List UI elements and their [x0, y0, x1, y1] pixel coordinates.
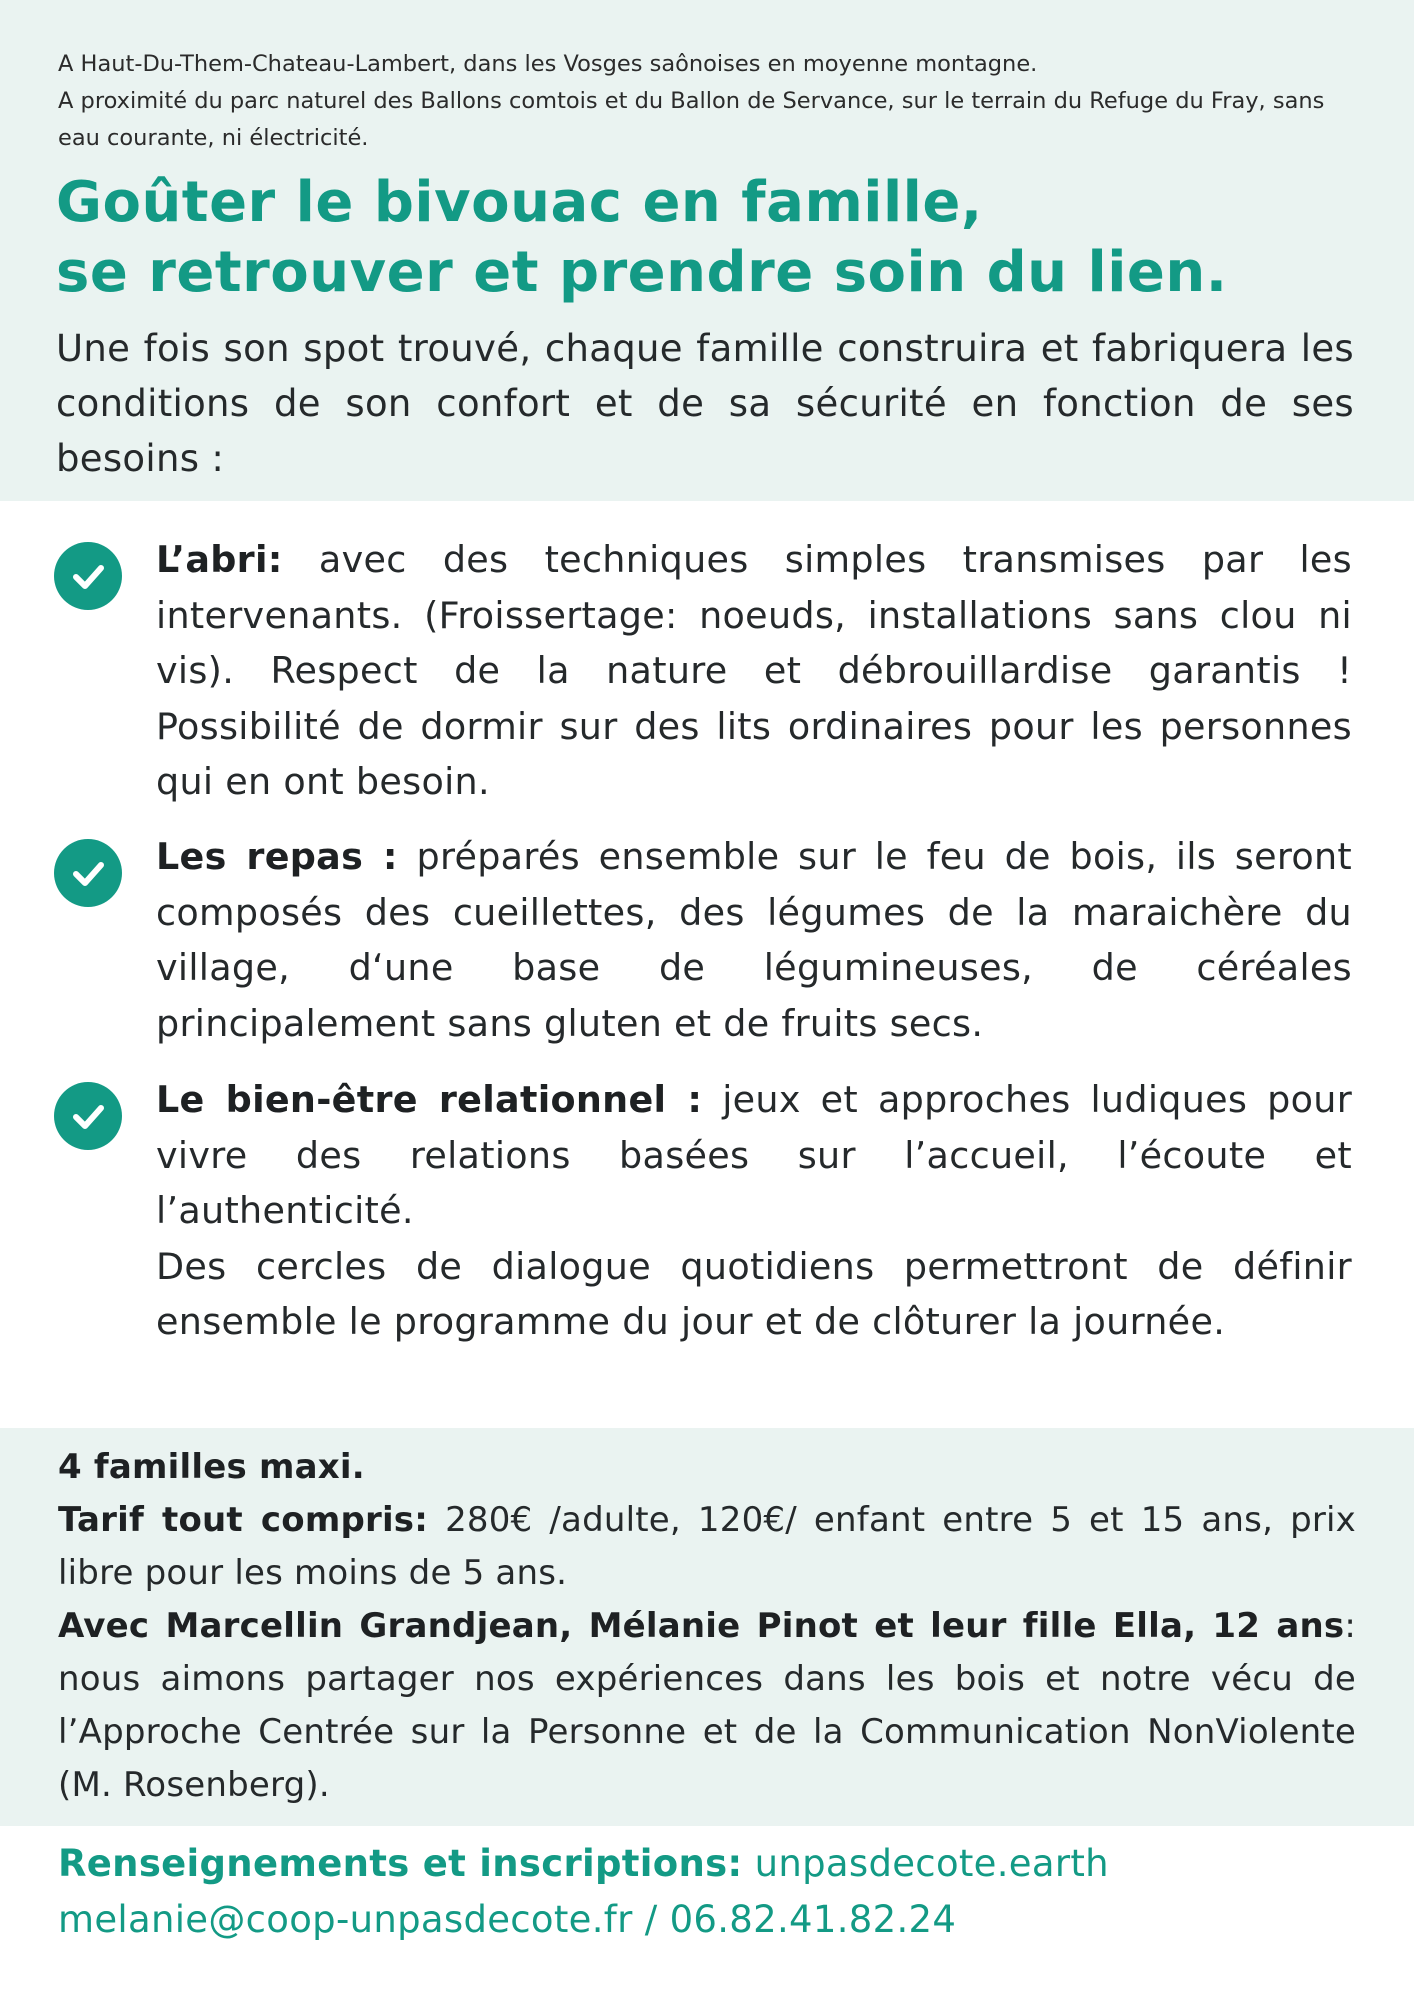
- practical-info: [58, 1441, 1356, 1812]
- contact-block: [58, 1836, 1398, 1948]
- checklist-item-title: Les repas :: [156, 835, 398, 878]
- phone-link[interactable]: 06.82.41.82.24: [669, 1898, 957, 1941]
- check-circle-icon: [54, 1082, 122, 1150]
- capacity-text: 4 familles maxi.: [58, 1447, 365, 1487]
- price-label: Tarif tout compris:: [58, 1500, 429, 1540]
- checklist-item-paragraph: [156, 1072, 1352, 1239]
- hosts-paragraph: [58, 1600, 1356, 1812]
- page-title: [56, 168, 1396, 308]
- headline-line-1: Goûter le bivouac en famille,: [56, 170, 983, 235]
- location-line-2: A proximité du parc naturel des Ballons comtois et du Ballon de Servance, sur le terrain du Refuge du Fray, sans eau courante, ni électricité.: [58, 88, 1325, 151]
- headline-line-2: se retrouver et prendre soin du lien.: [56, 240, 1228, 305]
- checklist-item-title: L’abri:: [156, 538, 283, 581]
- location-text: [58, 46, 1358, 157]
- checklist-item-body: préparés ensemble sur le feu de bois, ils seront composés des cueillettes, des légumes de la maraichère du village, d‘une base de légumineuses, de céréales principalement sans gluten et de fruits secs.: [156, 835, 1353, 1045]
- checklist-item-body-2: Des cercles de dialogue quotidiens permettront de définir ensemble le programme du jour et de clôturer la journée.: [156, 1244, 1352, 1343]
- intro-paragraph: Une fois son spot trouvé, chaque famille construira et fabriquera les conditions de son confort et de sa sécurité en fonction de ses besoins :: [56, 327, 1354, 480]
- checklist-item-text: [156, 829, 1352, 1051]
- check-circle-icon: [54, 542, 122, 610]
- check-circle-icon: [54, 839, 122, 907]
- checklist-item-text: [156, 532, 1352, 810]
- checklist-item-body: avec des techniques simples transmises par les intervenants. (Froissertage: noeuds, installations sans clou ni vis). Respect de la nature et débrouillardise garantis ! Possibilité de dormir sur des lits ordinaires pour les personnes qui en ont besoin.: [156, 538, 1353, 803]
- checklist-item-body: jeux et approches ludiques pour vivre des relations basées sur l’accueil, l’écoute et l’authenticité.: [156, 1078, 1353, 1232]
- email-link[interactable]: melanie@coop-unpasdecote.fr: [58, 1898, 633, 1941]
- checklist-item-title: Le bien-être relationnel :: [156, 1078, 703, 1121]
- contact-separator: /: [644, 1898, 658, 1941]
- hosts-text: : nous aimons partager nos expériences dans les bois et notre vécu de l’Approche Centrée sur la Personne et de la Communication NonViolente (M. Rosenberg).: [58, 1606, 1356, 1805]
- checklist-item-text: [156, 1072, 1352, 1350]
- hosts-label: Avec Marcellin Grandjean, Mélanie Pinot et leur fille Ella, 12 ans: [58, 1606, 1345, 1646]
- contact-line-2: [58, 1892, 1398, 1948]
- contact-line-1: [58, 1836, 1398, 1892]
- website-link[interactable]: unpasdecote.earth: [754, 1842, 1109, 1885]
- location-line-1: A Haut-Du-Them-Chateau-Lambert, dans les Vosges saônoises en moyenne montagne.: [58, 51, 1038, 77]
- contact-label: Renseignements et inscriptions:: [58, 1842, 743, 1885]
- price-paragraph: [58, 1494, 1356, 1600]
- price-text: 280€ /adulte, 120€/ enfant entre 5 et 15 ans, prix libre pour les moins de 5 ans.: [58, 1500, 1357, 1593]
